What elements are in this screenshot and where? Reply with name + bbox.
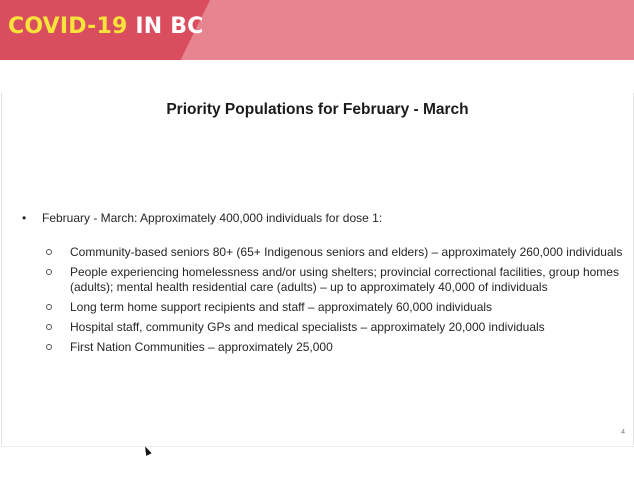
hollow-circle-bullet-icon	[46, 304, 52, 310]
list-item	[46, 245, 626, 260]
header-banner	[0, 0, 634, 60]
hollow-circle-bullet-icon	[46, 324, 52, 330]
sub-bullet-list	[46, 245, 626, 360]
list-item	[46, 265, 626, 295]
lower-area	[0, 446, 634, 484]
list-item	[46, 340, 626, 355]
hollow-circle-bullet-icon	[46, 249, 52, 255]
list-item	[46, 320, 626, 335]
hollow-circle-bullet-icon	[46, 269, 52, 275]
banner-title-accent: IN BC	[135, 14, 204, 39]
hollow-circle-bullet-icon	[46, 344, 52, 350]
main-bullet-text: February - March: Approximately 400,000 individuals for dose 1:	[42, 211, 383, 225]
presentation-slide	[1, 93, 634, 445]
list-item-text: Long term home support recipients and staff – approximately 60,000 individuals	[70, 300, 493, 314]
list-item	[46, 300, 626, 315]
list-item-text: Hospital staff, community GPs and medical specialists – approximately 20,000 individuals	[70, 320, 545, 334]
main-bullet	[22, 211, 382, 225]
slide-title: Priority Populations for February - March	[166, 101, 469, 118]
filled-dot-bullet-icon: •	[22, 211, 27, 225]
banner-title	[8, 14, 204, 39]
list-item-text: Community-based seniors 80+ (65+ Indigenous seniors and elders) – approximately 260,000 individuals	[70, 245, 623, 259]
slide-top-area	[0, 60, 634, 93]
list-item-text: First Nation Communities – approximately 25,000	[70, 340, 333, 354]
list-item-text: People experiencing homelessness and/or using shelters; provincial correctional facilities, group homes (adults); mental health residential care (adults) – up to approximately 40,000 of individuals	[70, 265, 619, 294]
slide-page-number: 4	[621, 429, 625, 436]
banner-title-main: COVID-19	[8, 14, 128, 39]
